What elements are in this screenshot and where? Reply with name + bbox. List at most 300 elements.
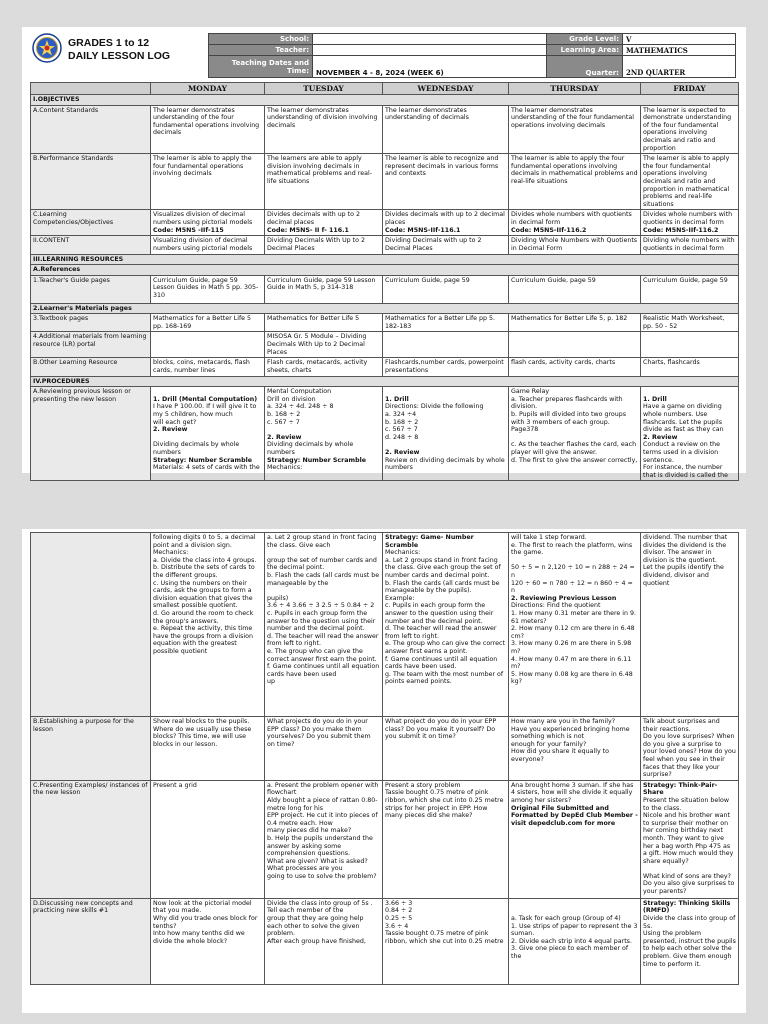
day-header-row — [31, 83, 739, 95]
cell-text: 2. Review — [385, 449, 420, 456]
day-cell — [509, 898, 641, 984]
day-cell — [383, 275, 509, 303]
day-cell — [641, 780, 739, 898]
cell-text — [267, 549, 380, 557]
section-row — [31, 95, 739, 106]
cell-text: Directions: Divide the following — [385, 403, 484, 411]
row-label: B.Performance Standards — [31, 154, 151, 210]
cell-text: How did you share it equally to everyone? — [511, 748, 610, 763]
cell-text — [511, 557, 638, 565]
cell-text: Dividing decimals by whole numbers — [153, 441, 240, 456]
cell-text: 2. Divide each strip into 4 equal parts. — [511, 937, 632, 945]
cell-text: up — [267, 678, 275, 686]
cell-text: Using the problem presented, instruct the pupils to help each other solve the problem. Give them enough time to perform it. — [643, 930, 736, 968]
cell-text: 120 ÷ 60 = n 780 ÷ 12 = n 860 ÷ 4 = n — [511, 579, 633, 595]
row-label: A.Content Standards — [31, 105, 151, 154]
cell-text: What are given? What is asked? — [267, 857, 368, 865]
cell-text: d. Go around the room to check the group's answers. — [153, 609, 254, 625]
cell-text: e. The group who can give the correct answer first earns a point. — [385, 640, 505, 655]
cell-text: Dividing Decimals With Up to 2 Decimal Places — [267, 237, 366, 252]
day-cell — [265, 717, 383, 781]
day-cell — [641, 105, 739, 154]
row-label: 4.Additional materials from learning resource (LR) portal — [31, 332, 151, 358]
cell-text: 4. How many 0.47 m are there in 6.11 m? — [511, 655, 632, 671]
day-cell — [151, 332, 265, 358]
row-label: B.Establishing a purpose for the lesson — [31, 717, 151, 781]
day-cell — [151, 210, 265, 236]
cell-text: Have you experienced bringing home something which is not — [511, 725, 630, 741]
cell-text: Flash cards, metacards, activity sheets, charts — [267, 359, 368, 375]
title-line-2: DAILY LESSON LOG — [68, 50, 171, 62]
cell-text: going to use to solve the problem? — [267, 872, 377, 880]
cell-text: Mathematics for Better Life 5, p. 182 — [511, 315, 628, 323]
day-cell — [383, 533, 509, 717]
procedure-row — [31, 717, 739, 781]
day-cell — [265, 210, 383, 236]
cell-text: pupils) — [267, 594, 289, 602]
cell-text: What project do you do in your EPP class? Do you make it yourself? Do you submit it on time? — [385, 718, 497, 741]
day-cell — [509, 358, 641, 376]
day-cell — [641, 717, 739, 781]
day-cell — [265, 898, 383, 984]
row-label: C.Presenting Examples/ instances of the new lesson — [31, 780, 151, 898]
cell-text: a. Present the problem opener with flowchart — [267, 781, 379, 797]
cell-text: problem. — [267, 930, 296, 938]
cell-text: a. 324 ÷4 — [385, 411, 417, 419]
cell-text: Why did you trade ones block for tenths? — [153, 914, 258, 930]
day-cell — [641, 275, 739, 303]
section-label: III.LEARNING RESOURCES — [31, 254, 739, 265]
cell-text: Tell each member of the — [267, 907, 344, 915]
page-2 — [22, 529, 746, 1013]
cell-text: 1. How many 0.31 meter are there in 9. 61 meters? — [511, 609, 637, 625]
teacher-label: Teacher: — [209, 45, 313, 56]
cell-text: Code: M5NS-IIf-116.2 — [643, 226, 719, 234]
cell-text — [643, 388, 736, 396]
day-cell — [151, 898, 265, 984]
cell-text: 2. How many 0.12 cm are there in 6.48 cm? — [511, 625, 635, 640]
cell-text: The learner is expected to demonstrate understanding of the four fundamental operations involving decimals and ratio and proportion — [643, 106, 732, 152]
cell-text: Divides whole numbers with quotients in decimal form — [511, 211, 632, 226]
cell-text: b. Distribute the sets of cards to the different groups. — [153, 564, 255, 579]
section-row — [31, 376, 739, 387]
cell-text: Visualizes division of decimal numbers using pictorial models — [153, 211, 253, 226]
cell-text: Nicole and his brother want to surprise their mother on her coming birthday next month. They want to give her a bag worth Php 475 as a gift. How much would they share equally? — [643, 812, 734, 865]
cell-text: 3. Give one piece to each member of the — [511, 945, 629, 960]
quarter-value: 2ND QUARTER — [623, 56, 736, 78]
procedure-row — [31, 314, 739, 332]
procedure-row — [31, 275, 739, 303]
cell-text: Ana brought home 3 suman. If she has 4 sisters, how will she divide it equally among her sisters? — [511, 781, 634, 804]
section-label: IV.PROCEDURES — [31, 376, 739, 387]
cell-text: How many are you in the family? — [511, 718, 616, 725]
cell-text: flash cards, activity cards, charts — [511, 359, 616, 367]
day-cell — [509, 314, 641, 332]
day-cell — [151, 717, 265, 781]
cell-text: Present a grid — [153, 781, 197, 789]
day-cell — [509, 780, 641, 898]
cell-text: The learner demonstrates understanding of division involving decimals — [267, 106, 378, 129]
row-label: B.Other Learning Resource — [31, 358, 151, 376]
day-cell — [383, 332, 509, 358]
cell-text: What processes are you — [267, 865, 343, 873]
section-label: I.OBJECTIVES — [31, 95, 739, 106]
school-value — [313, 34, 547, 45]
cell-text: Talk about surprises and their reactions. — [643, 718, 720, 733]
cell-text: Code: M5NS-IIf-116.2 — [511, 226, 587, 234]
row-label: 1.Teacher's Guide pages — [31, 275, 151, 303]
cell-text: For instance, the number that is divided is called the — [643, 464, 728, 479]
day-cell — [383, 898, 509, 984]
cell-text: 2. Review — [267, 433, 302, 441]
procedure-row — [31, 387, 739, 481]
cell-text: Let the pupils identify the dividend, divisor and quotient — [643, 564, 724, 587]
section-row — [31, 265, 739, 276]
cell-text — [267, 426, 380, 434]
cell-text: c. Using the numbers on their cards, ask the groups to form a division equation that gives the smallest possible quotient. — [153, 579, 253, 610]
cell-text: 2. Review — [153, 426, 188, 434]
day-cell — [265, 236, 383, 254]
cell-text: Flashcards,number cards, powerpoint presentations — [385, 359, 504, 375]
cell-text: enough for your family? — [511, 740, 587, 748]
cell-text: I have P 100.00. If I will give it to my 5 children, how much — [153, 403, 257, 419]
cell-text: Divide the class into group of 5s . — [267, 899, 373, 907]
cell-text: a. Task for each group (Group of 4) — [511, 914, 621, 922]
cell-text: Tassie bought 0.75 metre of pink ribbon, which she cut into 0.25 metre strips for her project in EPP. How many pieces did she make? — [385, 789, 504, 820]
day-cell — [151, 105, 265, 154]
cell-text: Original File Submitted and Formatted by DepEd Club Member - visit depedclub.com for more — [511, 804, 638, 827]
procedure-row — [31, 105, 739, 154]
day-cell — [151, 314, 265, 332]
cell-text: a. Let 2 groups stand in front facing the class. Give each group the set of number cards and decimal point. — [385, 556, 501, 579]
cell-text: Strategy: Number Scramble — [267, 456, 367, 464]
cell-text — [153, 333, 262, 341]
cell-text: group that they are going help each other to solve the given — [267, 914, 364, 930]
cell-text: e. The group who can give the correct answer first earn the point. — [267, 647, 377, 663]
cell-text: Strategy: Thinking Skills (RMFD) — [643, 899, 731, 915]
cell-text — [267, 587, 380, 595]
cell-text: Lesson Guides in Math 5 pp. 305-310 — [153, 284, 259, 299]
header-info-table — [208, 33, 736, 78]
day-cell — [509, 210, 641, 236]
day-cell — [151, 275, 265, 303]
cell-text: What projects do you do in your EPP class? Do you make them yourselves? Do you submit them on time? — [267, 718, 371, 748]
procedure-row — [31, 898, 739, 984]
cell-text: EPP project. He cut it into pieces of 0.4 metre each. How — [267, 812, 378, 827]
cell-text: Conduct a review on the terms used in a division sentence. — [643, 441, 721, 464]
cell-text — [643, 865, 736, 873]
cell-text: Divide the class into group of 5s. — [643, 914, 736, 930]
day-cell — [265, 154, 383, 210]
cell-text: Review on dividing decimals by whole numbers — [385, 456, 505, 472]
cell-text: Tassie bought 0.75 metre of pink ribbon, which she cut into 0.25 metre — [385, 930, 504, 945]
cell-text: 0.84 ÷ 2 — [385, 907, 413, 915]
cell-text: What kind of sons are they? — [643, 872, 731, 880]
cell-text: The learner is able to apply the four fundamental operations involving decimals in mathematical problems and real-life situations — [511, 155, 638, 185]
cell-text: b. Help the pupils understand the answer by asking some comprehension questions. — [267, 834, 373, 858]
cell-text: Dividing decimals by whole numbers — [267, 441, 354, 456]
cell-text — [385, 333, 506, 341]
day-cell — [383, 236, 509, 254]
cell-text: Mathematics for a Better Life pp 5. 182-183 — [385, 315, 496, 330]
day-cell — [509, 236, 641, 254]
cell-text: The learner demonstrates understanding of decimals — [385, 106, 469, 122]
cell-text: Do you also give surprises to your parents? — [643, 880, 735, 896]
cell-text: Page378 — [511, 426, 539, 434]
cell-text: e. Repeat the activity, this time have the groups from a division equation with the greatest possible quotient — [153, 625, 253, 655]
cell-text: c. Pupils in each group form the answer to the question using their number and the decimal point. — [385, 602, 494, 625]
day-cell — [641, 154, 739, 210]
day-cell — [383, 358, 509, 376]
cell-text: Dividing whole numbers with quotients in decimal form — [643, 237, 735, 252]
cell-text: Curriculum Guide, page 59 — [511, 276, 596, 284]
grade-level-label: Grade Level: — [547, 34, 623, 45]
cell-text: operations involving decimals — [511, 121, 606, 129]
day-cell — [265, 332, 383, 358]
teaching-dates-label: Teaching Dates and Time: — [209, 56, 313, 78]
day-cell — [641, 236, 739, 254]
cell-text — [385, 441, 506, 449]
cell-text: dividend. The number that divides the dividend is the divisor. The answer in division is the quotient. — [643, 534, 728, 564]
cell-text: 50 ÷ 5 = n 2,120 ÷ 10 = n 288 ÷ 24 = n — [511, 564, 635, 579]
cell-text: The learner is able to recognize and represent decimals in various forms and contexts — [385, 155, 499, 178]
cell-text: e. The first to reach the platform, wins the game. — [511, 541, 633, 557]
cell-text: Curriculum Guide, page 59 Lesson Guide in Math 5, p 314-318 — [267, 276, 376, 292]
cell-text: 2. Reviewing Previous Lesson — [511, 594, 617, 602]
day-cell — [509, 154, 641, 210]
section-label: 2.Learner's Materials pages — [31, 303, 739, 314]
day-cell — [265, 387, 383, 481]
day-header: TUESDAY — [265, 83, 383, 95]
cell-text: Charts, flashcards — [643, 359, 700, 367]
row-label: D.Discussing new concepts and practicing new skills #1 — [31, 898, 151, 984]
day-cell — [265, 533, 383, 717]
cell-text: Mechanics: — [267, 464, 303, 472]
cell-text: Now look at the pictorial model that you made. — [153, 899, 252, 915]
cell-text: f. Game continues until all equation cards have been used — [267, 663, 380, 678]
section-row — [31, 254, 739, 265]
cell-text: Code: M5NS-IIf-116.1 — [385, 226, 461, 234]
day-cell — [265, 105, 383, 154]
row-label: II.CONTENT — [31, 236, 151, 254]
cell-text: a. Divide the class into 4 groups. — [153, 556, 257, 564]
day-cell — [383, 387, 509, 481]
day-cell — [509, 275, 641, 303]
row-label: A.Reviewing previous lesson or presenting the new lesson — [31, 387, 151, 481]
day-header: WEDNESDAY — [383, 83, 509, 95]
cell-text: c. 567 ÷ 7 — [385, 426, 418, 434]
cell-text: c. Pupils in each group form the answer to the question using their number and the decimal point. — [267, 609, 376, 633]
cell-text: Mental Computation — [267, 388, 332, 396]
cell-text: following digits 0 to 5, a decimal point and a division sign. — [153, 534, 256, 549]
cell-text: MISOSA Gr. 5 Module – Dividing Decimals With Up to 2 Decimal Places — [267, 333, 367, 356]
cell-text: g. The team with the most number of points earned points. — [385, 670, 504, 686]
day-cell — [641, 387, 739, 481]
day-cell — [383, 717, 509, 781]
day-cell — [265, 358, 383, 376]
lesson-log-table-page-1 — [30, 82, 739, 481]
cell-text: Code: M5NS -IIf-115 — [153, 226, 224, 234]
cell-text: 2. Review — [643, 433, 678, 441]
cell-text: will each get? — [153, 418, 197, 426]
day-cell — [641, 898, 739, 984]
cell-text: blocks, coins, metacards, flash cards, number lines — [153, 359, 250, 375]
cell-text: Show real blocks to the pupils. Where do we usually use these blocks? This time, we will use blocks in our lesson. — [153, 718, 252, 748]
cell-text: Strategy: Think-Pair-Share — [643, 781, 718, 797]
cell-text: The learner is able to apply the four fundamental operations involving decimals and ratio and proportion in mathematical problems and real-life situations — [643, 155, 730, 208]
procedure-row — [31, 236, 739, 254]
section-label: A.References — [31, 265, 739, 276]
cell-text: b. 168 ÷ 2 — [385, 418, 419, 426]
cell-text: The learners are able to apply division involving decimals in mathematical problems and real-life situations — [267, 155, 372, 185]
school-label: School: — [209, 34, 313, 45]
cell-text: The learner demonstrates understanding of the four fundamental operations involving decimals — [153, 106, 260, 137]
cell-text: Aldy bought a piece of rattan 0.80-metre long for his — [267, 796, 378, 812]
cell-text: Directions: Find the quotient — [511, 602, 601, 610]
cell-text: Dividing Decimals with up to 2 Decimal Places — [385, 237, 482, 252]
cell-text: will take 1 step forward. — [511, 534, 587, 541]
cell-text: Realistic Math Worksheet, pp. 50 - 52 — [643, 315, 725, 330]
cell-text — [643, 333, 736, 341]
day-cell — [509, 387, 641, 481]
cell-text: Divides whole numbers with quotients in decimal form — [643, 211, 733, 226]
cell-text: 0.25 ÷ 5 — [385, 914, 413, 922]
day-cell — [265, 275, 383, 303]
cell-text: Divides decimals with up to 2 decimal places — [385, 211, 505, 226]
cell-text: The learner is able to apply the four fundamental operations involving decimals — [153, 155, 252, 178]
cell-text: The learner demonstrates understanding of the four fundamental — [511, 106, 634, 122]
day-cell — [151, 236, 265, 254]
procedure-row — [31, 533, 739, 717]
cell-text: group the set of number cards and the decimal point. — [267, 556, 377, 572]
title-block — [68, 37, 170, 63]
day-cell — [151, 358, 265, 376]
cell-text: 3.66 ÷ 3 — [385, 899, 413, 907]
day-cell — [641, 210, 739, 236]
day-cell — [641, 314, 739, 332]
cell-text: many pieces did he make? — [267, 827, 352, 835]
cell-text: Dividing Whole Numbers with Quotients in Decimal Form — [511, 237, 638, 252]
procedure-row — [31, 154, 739, 210]
quarter-label: Quarter: — [547, 56, 623, 78]
cell-text: 1. Use strips of paper to represent the 3 suman. — [511, 922, 638, 938]
cell-text — [153, 434, 262, 442]
day-cell — [641, 533, 739, 717]
cell-text: d. 248 ÷ 8 — [385, 433, 419, 441]
cell-text: Mathematics for Better Life 5 — [267, 315, 360, 323]
procedure-row — [31, 358, 739, 376]
cell-text: 1. Drill (Mental Computation) — [153, 395, 258, 403]
cell-text: 1. Drill — [643, 395, 667, 403]
cell-text: Mechanics: — [153, 549, 189, 557]
cell-text: f. Game continues until all equation cards have been used. — [385, 655, 498, 671]
grade-level-value: V — [623, 34, 736, 45]
day-cell — [383, 105, 509, 154]
cell-text: Example: — [385, 594, 415, 602]
day-cell — [383, 210, 509, 236]
cell-text: a. 324 ÷ 4d. 248 ÷ 8 — [267, 403, 334, 411]
section-row — [31, 303, 739, 314]
day-cell — [509, 717, 641, 781]
row-label — [31, 533, 151, 717]
day-header: FRIDAY — [641, 83, 739, 95]
cell-text: Code: M5NS- II f- 116.1 — [267, 226, 349, 234]
cell-text: 3.6 ÷ 4 — [385, 922, 409, 930]
cell-text: Drill on division — [267, 395, 316, 403]
procedure-row — [31, 332, 739, 358]
cell-text: d. The teacher will read the answer from left to right. — [385, 625, 497, 640]
cell-text: a. Let 2 group stand in front facing the class. Give each — [267, 534, 377, 549]
day-cell — [265, 780, 383, 898]
cell-text: Visualizing division of decimal numbers using pictorial models — [153, 237, 253, 252]
day-cell — [151, 154, 265, 210]
cell-text — [511, 333, 638, 341]
cell-text: b. Flash the cads (all cards must be manageable by the — [267, 571, 380, 587]
day-cell — [641, 358, 739, 376]
procedure-row — [31, 780, 739, 898]
cell-text: 5. How many 0.08 kg are there in 6.48 kg? — [511, 670, 633, 686]
cell-text: Game Relay — [511, 388, 550, 396]
cell-text: a. Teacher prepares flashcards with division. — [511, 395, 623, 411]
cell-text: Mechanics: — [385, 549, 421, 557]
day-header: THURSDAY — [509, 83, 641, 95]
deped-seal-logo — [32, 33, 62, 63]
cell-text: Curriculum Guide, page 59 — [385, 276, 470, 284]
day-cell — [641, 332, 739, 358]
page-1 — [22, 27, 746, 479]
cell-text — [511, 434, 638, 442]
cell-text: c. 567 ÷ 7 — [267, 418, 300, 426]
cell-text: Mathematics for a Better Life 5 pp. 168-169 — [153, 315, 252, 330]
day-cell — [509, 332, 641, 358]
row-label: C.Learning Competencies/Objectives — [31, 210, 151, 236]
cell-text: b. Flash the cards (all cards must be manageable by the pupils). — [385, 579, 500, 595]
cell-text: Strategy: Number Scramble — [153, 456, 253, 464]
procedure-row — [31, 210, 739, 236]
lesson-log-table-page-2 — [30, 532, 739, 985]
cell-text: Divides decimals with up to 2 decimal places — [267, 211, 361, 226]
corner-cell — [31, 83, 151, 95]
cell-text: 3.6 ÷ 4 3.66 ÷ 3 2.5 ÷ 5 0.84 ÷ 2 — [267, 602, 375, 610]
cell-text: Present a story problem — [385, 781, 461, 789]
day-cell — [151, 533, 265, 717]
cell-text: c. As the teacher flashes the card, each player will give the answer. — [511, 441, 637, 456]
cell-text: Curriculum Guide, page 59 — [643, 276, 728, 284]
cell-text: Do you love surprises? When do you give a surprise to your loved ones? How do you feel when you see in their faces that they like your surprise? — [643, 733, 736, 779]
day-cell — [265, 314, 383, 332]
cell-text: Materials: 4 sets of cards with the — [153, 464, 260, 472]
cell-text: Into how many tenths did we divide the whole block? — [153, 930, 245, 945]
cell-text — [153, 388, 262, 396]
cell-text — [511, 907, 638, 915]
learning-area-value: MATHEMATICS — [623, 45, 736, 56]
day-cell — [383, 780, 509, 898]
day-cell — [509, 533, 641, 717]
teaching-dates-value: NOVEMBER 4 - 8, 2024 (WEEK 6) — [313, 56, 547, 78]
cell-text: Have a game on dividing whole numbers. Use flashcards. Let the pupils divide as fast as they can — [643, 403, 724, 434]
day-cell — [383, 154, 509, 210]
cell-text — [511, 900, 638, 908]
cell-text: Curriculum Guide, page 59 — [153, 276, 238, 284]
cell-text: b. Pupils will divided into two groups with 3 members of each group. — [511, 411, 627, 426]
day-cell — [151, 387, 265, 481]
cell-text: d. The first to give the answer correctly, — [511, 456, 638, 464]
cell-text: After each group have finished, — [267, 937, 366, 945]
cell-text: Strategy: Game- Number Scramble — [385, 534, 474, 549]
cell-text: 3. How many 0.26 m are there in 5.98 m? — [511, 640, 632, 655]
cell-text: Present the situation below to the class. — [643, 796, 729, 812]
cell-text: b. 168 ÷ 2 — [267, 411, 301, 419]
